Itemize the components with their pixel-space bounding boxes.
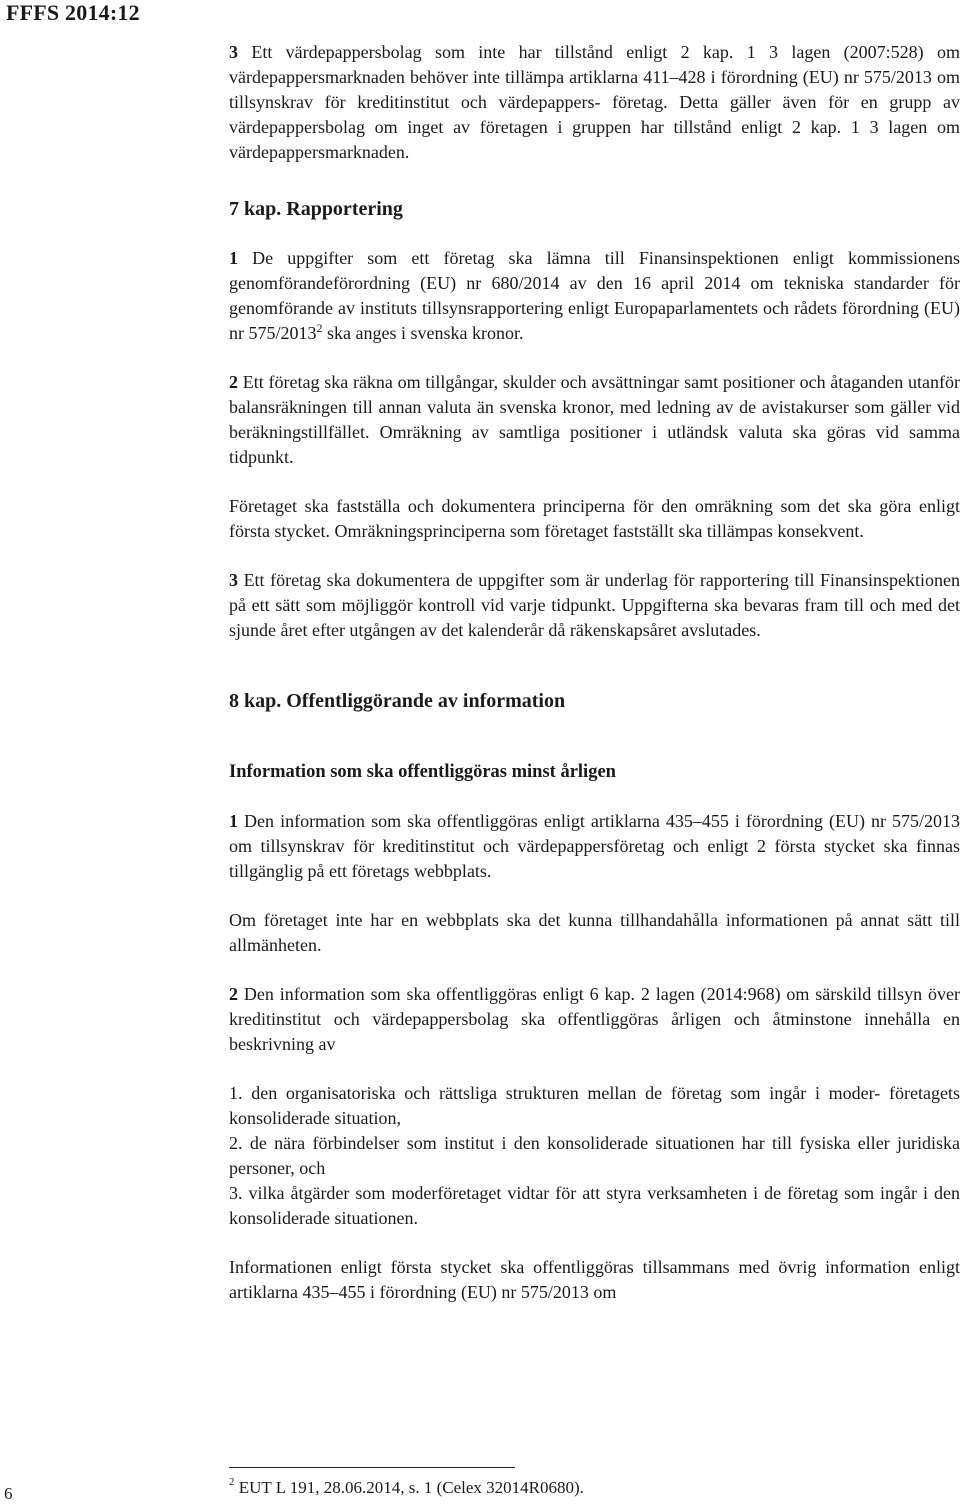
footnote-divider [229,1467,515,1468]
section-subheading: Information som ska offentliggöras minst årligen [229,762,616,782]
footnote-reference: 2 [316,321,323,335]
document-body [229,40,960,1305]
paragraph-number: 1 [229,248,238,268]
paragraph-text: De uppgifter som ett företag ska lämna till Finansinspektionen enligt kommissionens genomförandeförordning (EU) nr 680/2014 av den 16 april 2014 om tekniska standarder för genomförande av instituts tillsynsrapportering enligt Europaparlamentets och rådets förordning (EU) nr 575/2013 [229,248,960,343]
footnote [229,1477,584,1499]
paragraph-7-2-second: Företaget ska fastställa och dokumentera principerna för den omräkning som det ska göra enligt första stycket. Omräkningsprinciperna som företaget fastställt ska tillämpas konsekvent. [229,496,960,541]
paragraph-8-2 [229,982,960,1057]
paragraph-number: 3 [229,570,238,590]
paragraph-number: 2 [229,372,238,392]
paragraph-7-3 [229,568,960,643]
paragraph-7-2 [229,370,960,470]
paragraph-7-1 [229,246,960,346]
paragraph-text: Ett värdepappersbolag som inte har tillstånd enligt 2 kap. 1 3 lagen (2007:528) om värdepappersmarknaden behöver inte tillämpa artiklarna 411–428 i förordning (EU) nr 575/2013 om tillsynskrav för kreditinstitut och värdepappers- företag. Detta gäller även för en grupp av värdepappersbolag om inget av företagen i gruppen har tillstånd enligt 2 kap. 1 3 lagen om värdepappersmarknaden. [229,42,960,162]
paragraph-text: Den information som ska offentliggöras enligt artiklarna 435–455 i förordning (EU) nr 575/2013 om tillsynskrav för kreditinstitut och värdepappersföretag och enligt 2 första stycket ska finnas tillgänglig på ett företags webbplats. [229,811,960,881]
paragraph-text-continued: ska anges i svenska kronor. [327,323,524,343]
paragraph-6-3 [229,40,960,165]
page-number: 6 [4,1484,13,1503]
paragraph-number: 3 [229,42,238,62]
paragraph-text: Ett företag ska räkna om tillgångar, skulder och avsättningar samt positioner och åtaganden utanför balansräkningen till annan valuta än svenska kronor, med ledning av de avistakurser som gäller vid beräkningstillfället. Omräkning av samtliga positioner i utländsk valuta ska göras vid samma tidpunkt. [229,372,960,467]
footnote-text: EUT L 191, 28.06.2014, s. 1 (Celex 32014R0680). [238,1478,584,1497]
list-item: 3. vilka åtgärder som moderföretaget vidtar för att styra verksamheten i de företag som ingår i den konsoliderade situationen. [229,1183,960,1228]
list-item: 2. de nära förbindelser som institut i den konsoliderade situationen har till fysiska eller juridiska personer, och [229,1133,960,1178]
list-item: 1. den organisatoriska och rättsliga strukturen mellan de företag som ingår i moder- företagets konsoliderade situation, [229,1083,960,1128]
paragraph-text: Den information som ska offentliggöras enligt 6 kap. 2 lagen (2014:968) om särskild tillsyn över kreditinstitut och värdepappersbolag ska offentliggöras årligen och åtminstone innehålla en beskrivning av [229,984,960,1054]
numbered-list [229,1081,960,1231]
paragraph-8-1-second: Om företaget inte har en webbplats ska det kunna tillhandahålla informationen på annat sätt till allmänheten. [229,910,960,955]
document-code: FFFS 2014:12 [6,0,140,25]
paragraph-8-2-second: Informationen enligt första stycket ska offentliggöras tillsammans med övrig information enligt artiklarna 435–455 i förordning (EU) nr 575/2013 om [229,1257,960,1302]
paragraph-text: Ett företag ska dokumentera de uppgifter som är underlag för rapportering till Finansinspektionen på ett sätt som möjliggör kontroll vid varje tidpunkt. Uppgifterna ska bevaras fram till och med det sjunde året efter utgången av det kalenderår då räkenskapsåret avslutades. [229,570,960,640]
footnote-number: 2 [229,1476,235,1488]
chapter-8-heading: 8 kap. Offentliggörande av information [229,690,566,712]
paragraph-number: 2 [229,984,238,1004]
chapter-7-heading: 7 kap. Rapportering [229,198,403,220]
paragraph-number: 1 [229,811,238,831]
paragraph-8-1 [229,809,960,884]
